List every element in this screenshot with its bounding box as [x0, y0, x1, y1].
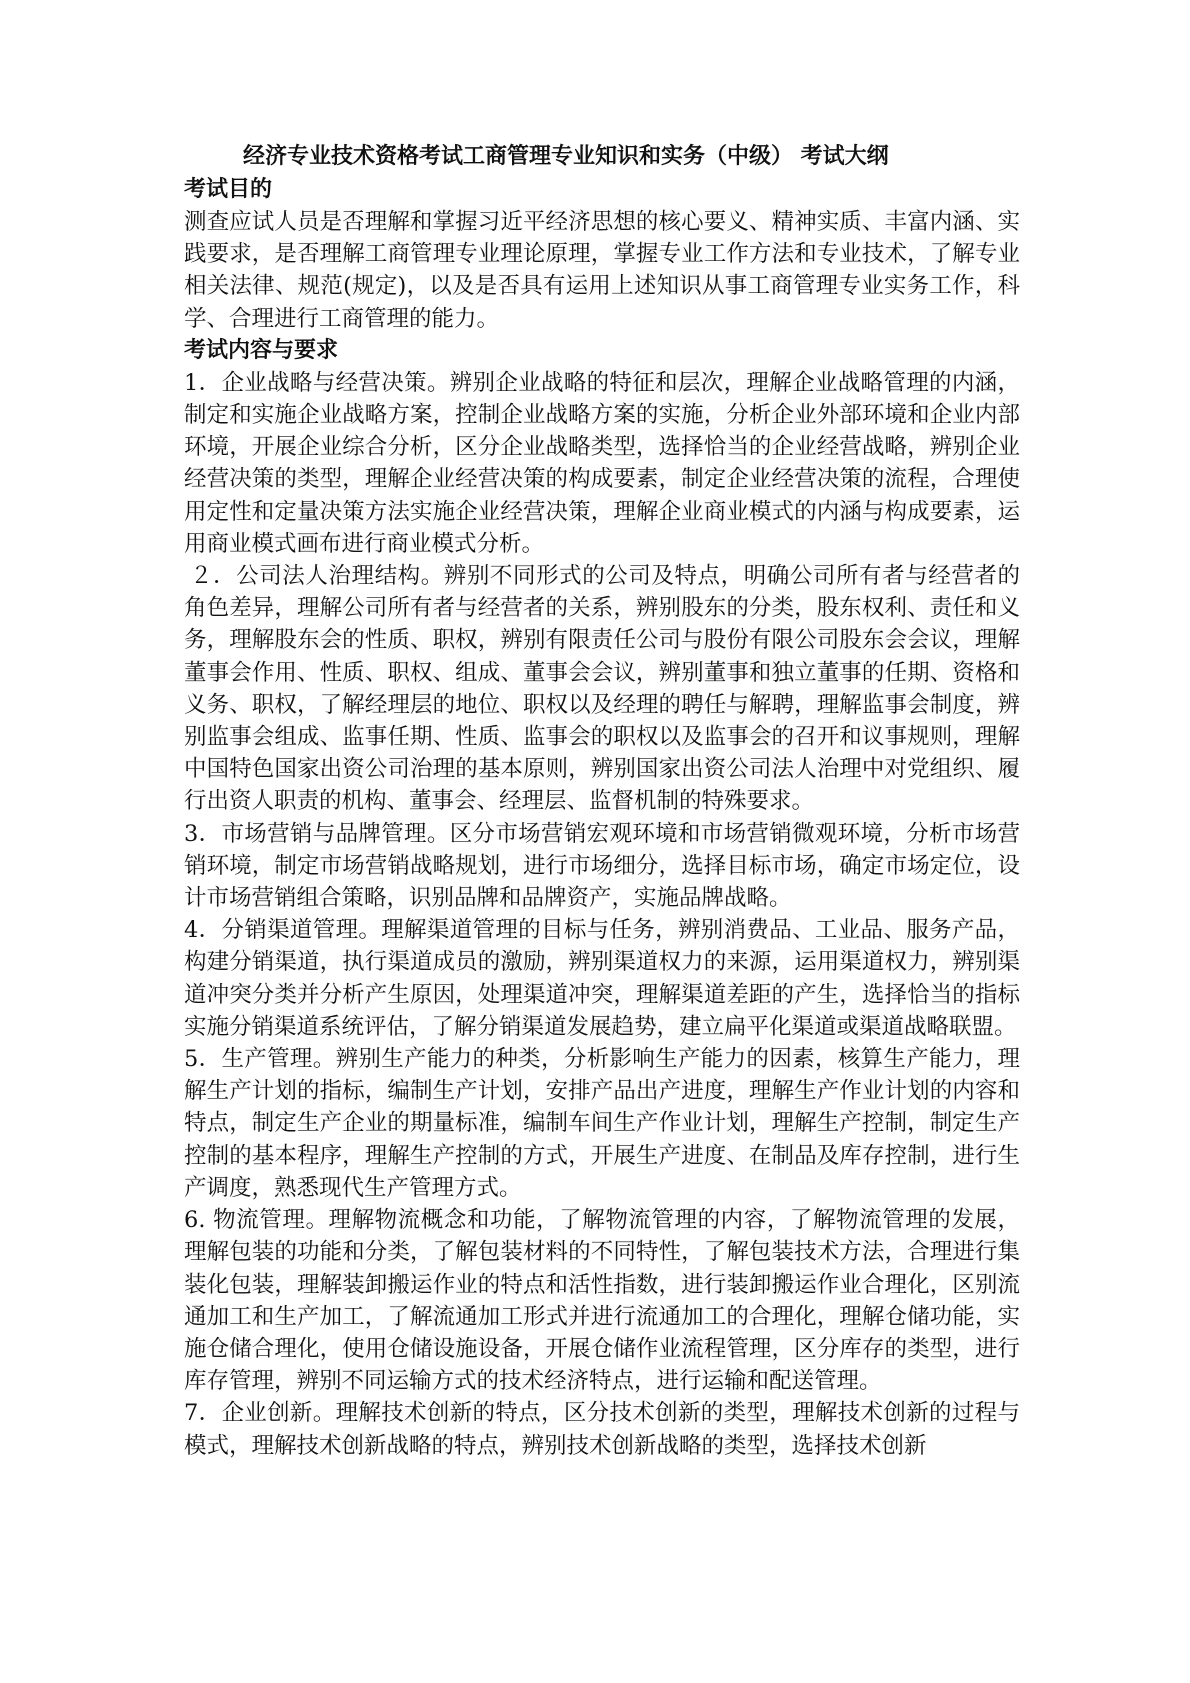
paragraph-item-3: 3．市场营销与品牌管理。区分市场营销宏观环境和市场营销微观环境，分析市场营销环境，制定市场营销战略规划，进行市场细分，选择目标市场，确定市场定位，设计市场营销组合策略，识别品牌和品牌资产，实施品牌战略。 — [184, 820, 1020, 912]
paragraph-item-2: ２．公司法人治理结构。辨别不同形式的公司及特点，明确公司所有者与经营者的角色差异，理解公司所有者与经营者的关系，辨别股东的分类，股东权利、责任和义务，理解股东会的性质、职权，辨别有限责任公司与股份有限公司股东会会议，理解董事会作用、性质、职权、组成、董事会会议，辨别董事和独立董事的任期、资格和义务、职权，了解经理层的地位、职权以及经理的聘任与解聘，理解监事会制度，辨别监事会组成、监事任期、性质、监事会的职权以及监事会的召开和议事规则，理解中国特色国家出资公司治理的基本原则，辨别国家出资公司法人治理中对党组织、履行出资人职责的机构、董事会、经理层、监督机制的特殊要求。 — [184, 563, 1020, 815]
paragraph-item-6: 6. 物流管理。理解物流概念和功能，了解物流管理的内容，了解物流管理的发展，理解包装的功能和分类，了解包装材料的不同特性，了解包装技术方法，合理进行集装化包装，理解装卸搬运作业的特点和活性指数，进行装卸搬运作业合理化，区别流通加工和生产加工，了解流通加工形式并进行流通加工的合理化，理解仓储功能，实施仓储合理化，使用仓储设施设备，开展仓储作业流程管理，区分库存的类型，进行库存管理，辨别不同运输方式的技术经济特点，进行运输和配送管理。 — [184, 1207, 1020, 1395]
paragraph-item-1: 1．企业战略与经营决策。辨别企业战略的特征和层次，理解企业战略管理的内涵，制定和实施企业战略方案，控制企业战略方案的实施，分析企业外部环境和企业内部环境，开展企业综合分析，区分企业战略类型，选择恰当的企业经营战略，辨别企业经营决策的类型，理解企业经营决策的构成要素，制定企业经营决策的流程，合理使用定性和定量决策方法实施企业经营决策，理解企业商业模式的内涵与构成要素，运用商业模式画布进行商业模式分析。 — [184, 369, 1020, 557]
paragraph-item-5: 5．生产管理。辨别生产能力的种类，分析影响生产能力的因素，核算生产能力，理解生产计划的指标，编制生产计划，安排产品出产进度，理解生产作业计划的内容和特点，制定生产企业的期量标准，编制车间生产作业计划，理解生产控制，制定生产控制的基本程序，理解生产控制的方式，开展生产进度、在制品及库存控制，进行生产调度，熟悉现代生产管理方式。 — [184, 1046, 1020, 1201]
section-heading-exam-purpose: 考试目的 — [184, 177, 273, 202]
paragraph-item-4: 4．分销渠道管理。理解渠道管理的目标与任务，辨别消费品、工业品、服务产品，构建分销渠道，执行渠道成员的激励，辨别渠道权力的来源，运用渠道权力，辨别渠道冲突分类并分析产生原因，处理渠道冲突，理解渠道差距的产生，选择恰当的指标实施分销渠道系统评估，了解分销渠道发展趋势，建立扁平化渠道或渠道战略联盟。 — [184, 917, 1020, 1040]
section-heading-exam-content: 考试内容与要求 — [184, 337, 339, 363]
paragraph-exam-purpose: 测查应试人员是否理解和掌握习近平经济思想的核心要义、精神实质、丰富内涵、实践要求，是否理解工商管理专业理论原理，掌握专业工作方法和专业技术，了解专业相关法律、规范(规定)，以及是否具有运用上述知识从事工商管理专业实务工作，科学、合理进行工商管理的能力。 — [184, 209, 1020, 332]
document-title: 经济专业技术资格考试工商管理专业知识和实务（中级） 考试大纲 — [243, 144, 889, 169]
paragraph-item-7: 7．企业创新。理解技术创新的特点，区分技术创新的类型，理解技术创新的过程与模式，理解技术创新战略的特点，辨别技术创新战略的类型，选择技术创新 — [184, 1400, 1020, 1459]
document-body — [184, 140, 1020, 1462]
